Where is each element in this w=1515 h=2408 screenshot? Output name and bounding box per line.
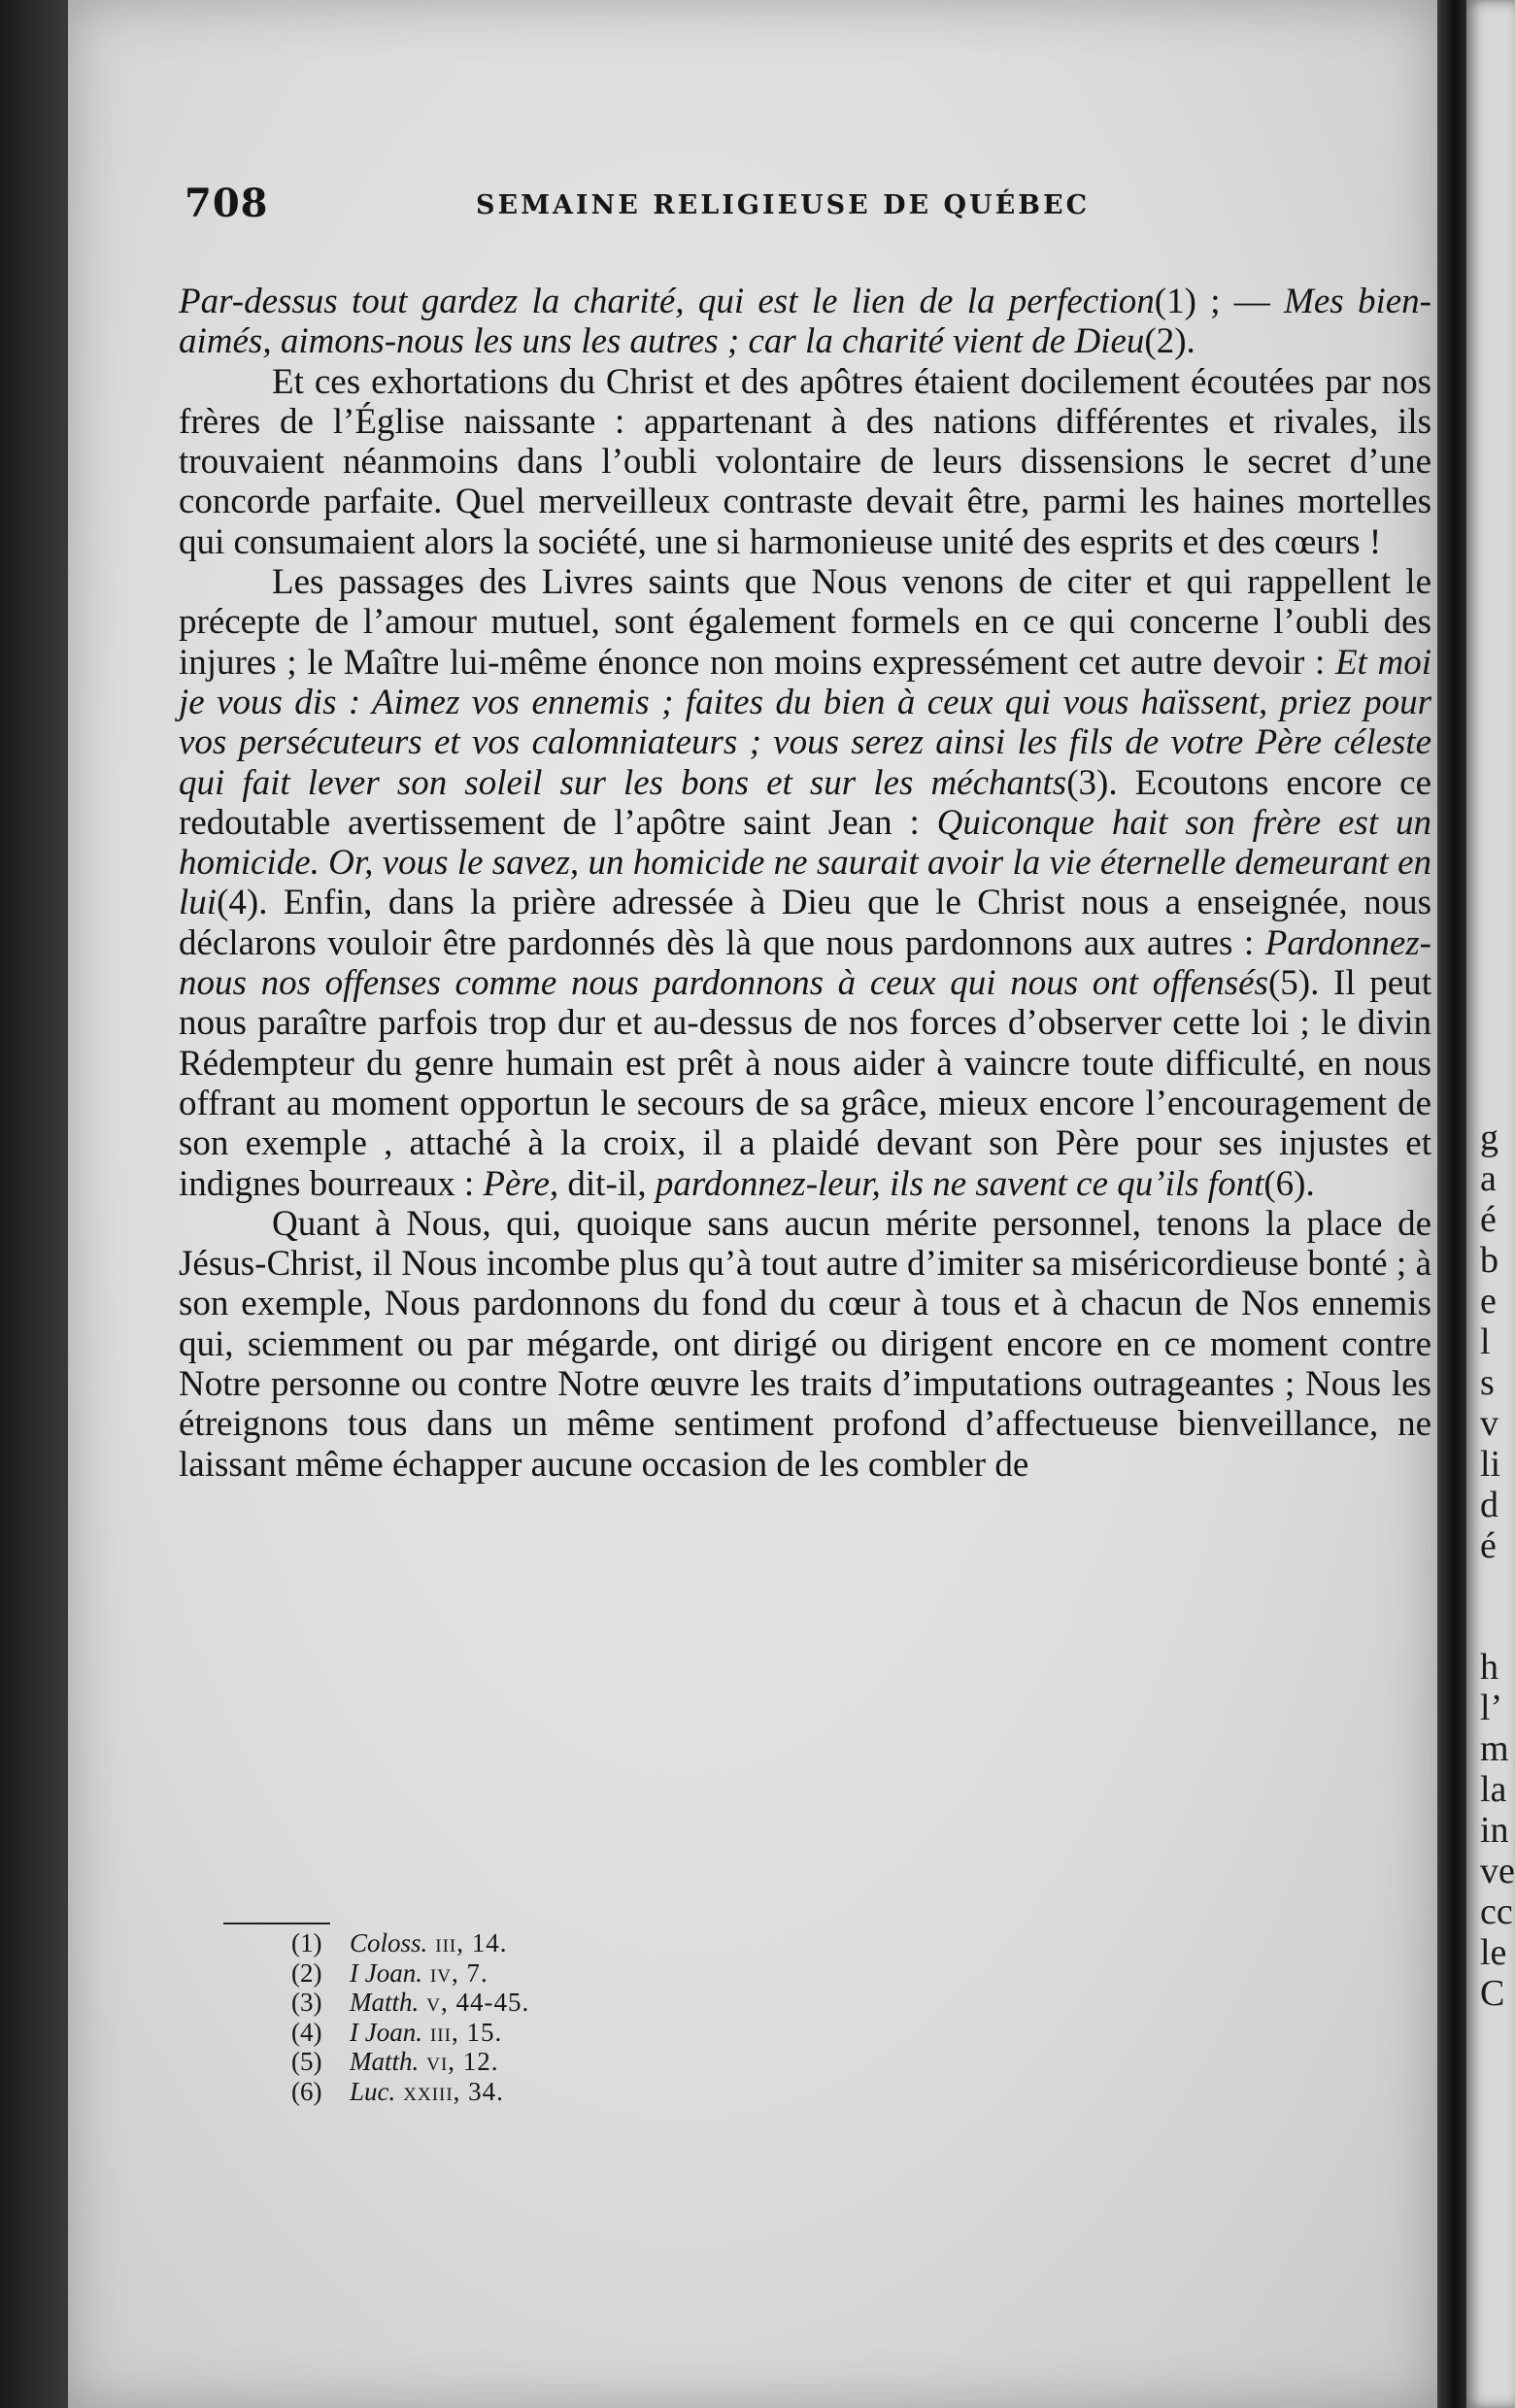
facing-page-fragment: in: [1480, 1810, 1509, 1851]
footnote-number: (3): [291, 1988, 322, 2017]
footnote-reference: I Joan.: [350, 2017, 422, 2047]
facing-page-fragment: ve: [1480, 1851, 1515, 1891]
facing-page-fragment: h: [1480, 1647, 1498, 1688]
facing-page-fragment: C: [1480, 1973, 1505, 2014]
facing-page-fragment: é: [1480, 1199, 1497, 1240]
text-run: (5). Il peut nous paraître parfois trop dur et au-dessus de nos forces d’observer cette loi ; le divin Rédempteur du genre humain est prêt à nous aider à vaincre toute difficulté, en nous offrant au moment opportun le secours de sa grâce, mieux encore l’encouragement de son exemple , attaché à la croix, il a plaidé devant son Père pour ses injustes et indignes bourreaux :: [179, 963, 1431, 1204]
text-run: Et ces exhortations du Christ et des apôtres étaient docilement écoutées par nos frères de l’Église naissante : appartenant à des nations différentes et rivales, ils trouvaient néanmoins dans l’oubli volontaire de leurs dissensions le secret d’une concorde parfaite. Quel merveilleux contraste devait être, parmi les haines mortelles qui consumaient alors la société, une si harmonieuse unité des esprits et des cœurs !: [179, 361, 1431, 562]
italic-quote: Père,: [483, 1163, 559, 1204]
book-gutter: [1437, 0, 1466, 2408]
facing-page-fragment: l’: [1480, 1688, 1503, 1728]
text-run: (4). Enfin, dans la prière adressée à Dieu que le Christ nous a enseignée, nous déclarons vouloir être pardonnés dès là que nous pardonnons aux autres :: [179, 883, 1431, 963]
facing-page-fragment: d: [1480, 1485, 1498, 1525]
text-run: Quant à Nous, qui, quoique sans aucun mérite personnel, tenons la place de Jésus-Christ, il Nous incombe plus qu’à tout autre d’imiter sa miséricordieuse bonté ; à son exemple, Nous pardonnons du fond du cœur à tous et à chacun de Nos ennemis qui, sciemment ou par mégarde, ont dirigé ou dirigent encore en ce moment contre Notre personne ou contre Notre œuvre les traits d’imputations outrageantes ; Nous les étreignons tous dans un même sentiment profond d’affectueuse bienveillance, ne laissant même échapper aucune occasion de les combler de: [179, 1203, 1431, 1485]
running-head: SEMAINE RELIGIEUSE DE QUÉBEC: [476, 190, 1091, 220]
italic-quote: Pardonnez-nous nos offenses comme nous pardonnons à ceux qui nous ont offensés: [179, 922, 1431, 1004]
facing-page-fragment: é: [1480, 1525, 1497, 1566]
footnote-reference: Coloss.: [350, 1928, 428, 1957]
facing-page-fragment: cc: [1480, 1891, 1513, 1932]
body-text: [179, 282, 1431, 1485]
footnote-reference: Matth.: [350, 2047, 420, 2076]
facing-page-fragment: g: [1480, 1118, 1498, 1158]
italic-quote: Et moi je vous dis : Aimez vos ennemis ; faites du bien à ceux qui vous haïssent, priez pour vos persécuteurs et vos calomniateurs ; vous serez ainsi les fils de votre Père céleste qui fait lever son soleil sur les bons et sur les méchants: [179, 642, 1432, 803]
facing-page-fragment: v: [1480, 1403, 1498, 1444]
page-number: 708: [185, 181, 269, 226]
scan-left-border: [0, 0, 68, 2408]
footnote-reference: Luc.: [350, 2076, 396, 2106]
footnote: [291, 2047, 874, 2077]
text-run: (2).: [1144, 321, 1195, 362]
footnote-location: v, 44-45.: [426, 1988, 530, 2017]
facing-page-edge: [1466, 0, 1515, 2408]
facing-page-fragment: s: [1480, 1362, 1495, 1403]
footnote-number: (6): [291, 2076, 322, 2106]
facing-page-fragment: b: [1480, 1240, 1498, 1281]
facing-page-fragment: e: [1480, 1281, 1497, 1321]
footnote-number: (5): [291, 2047, 322, 2076]
footnote-reference: Matth.: [350, 1988, 420, 2017]
italic-quote: Par-dessus tout gardez la charité, qui est le lien de la perfection: [179, 282, 1155, 321]
footnote-location: iii, 15.: [429, 2017, 503, 2047]
book-page: [68, 0, 1437, 2408]
facing-page-fragment: le: [1480, 1932, 1507, 1973]
page-header: [185, 181, 1156, 239]
text-run: Les passages des Livres saints que Nous venons de citer et qui rappellent le précepte de l’amour mutuel, sont également formels en ce qui concerne l’oubli des injures ; le Maître lui-même énonce non moins expressément cet autre devoir :: [179, 562, 1431, 683]
footnote: [291, 1988, 874, 2018]
footnote: [291, 2018, 874, 2048]
italic-quote: Quiconque hait son frère est un homicide. Or, vous le savez, un homicide ne saurait avoir la vie éternelle demeurant en lui: [179, 802, 1431, 923]
italic-quote: pardonnez-leur, ils ne savent ce qu’ils font: [655, 1163, 1264, 1204]
paragraph: [179, 362, 1431, 562]
footnote-location: iii, 14.: [435, 1928, 508, 1957]
facing-page-fragment: l: [1480, 1321, 1491, 1362]
facing-page-fragment: li: [1480, 1444, 1501, 1485]
footnote-location: xxiii, 34.: [403, 2076, 504, 2106]
paragraph: [179, 1204, 1431, 1485]
footnote: [291, 1958, 874, 1989]
facing-page-fragment: a: [1480, 1158, 1497, 1199]
footnote-number: (4): [291, 2017, 322, 2047]
facing-page-fragment: la: [1480, 1769, 1507, 1810]
text-run: (3). Ecoutons encore ce redoutable avertissement de l’apôtre saint Jean :: [179, 762, 1431, 843]
footnote-location: vi, 12.: [426, 2047, 499, 2076]
paragraph: [179, 562, 1431, 1204]
footnote-number: (2): [291, 1957, 322, 1988]
text-run: (1) ; —: [1154, 282, 1270, 321]
text-run: (6).: [1263, 1163, 1315, 1204]
italic-quote: Mes bien-aimés, aimons-nous les uns les autres ; car la charité vient de Dieu: [179, 282, 1431, 362]
facing-page-fragment: m: [1480, 1728, 1509, 1769]
footnote: [291, 2077, 874, 2107]
footnote: [291, 1928, 874, 1958]
footnotes: [291, 1928, 874, 2106]
footnote-number: (1): [291, 1928, 322, 1957]
footnote-location: iv, 7.: [429, 1957, 488, 1988]
paragraph: [179, 282, 1431, 362]
footnote-rule: [223, 1923, 330, 1924]
text-run: dit-il,: [558, 1163, 656, 1204]
footnote-reference: I Joan.: [350, 1957, 422, 1988]
